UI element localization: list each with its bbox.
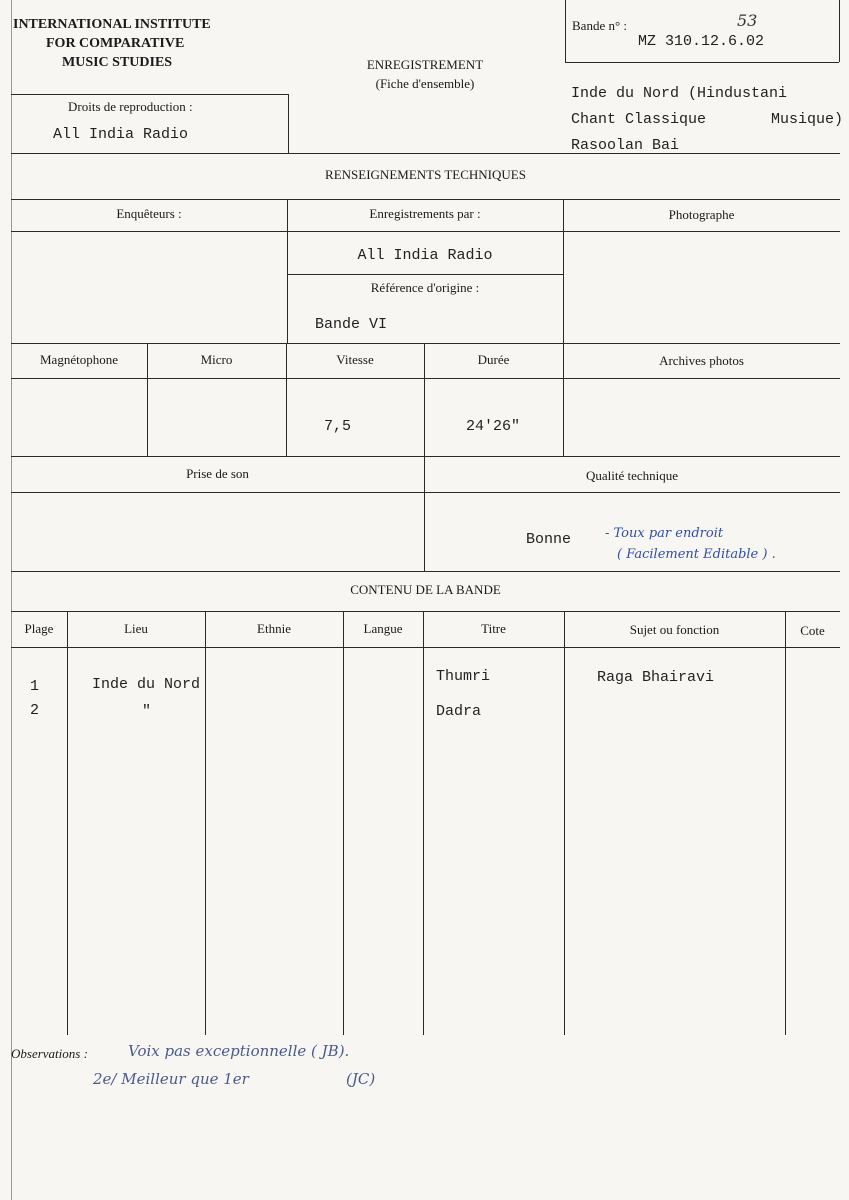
enqueteurs-label: Enquêteurs : (116, 206, 182, 221)
observations-label: Observations : (11, 1046, 88, 1061)
qualite-value: Bonne (526, 531, 572, 548)
vitesse-value: 7,5 (324, 418, 352, 435)
form-title: ENREGISTREMENT (366, 57, 484, 72)
rights-label: Droits de reproduction : (68, 99, 193, 114)
vline-plage (67, 611, 68, 1035)
rule-1 (11, 153, 840, 154)
duree-label: Durée (477, 352, 510, 367)
reference-value: Bande VI (315, 316, 388, 333)
rule-9 (11, 611, 840, 612)
rule-8 (11, 571, 840, 572)
photographe-label: Photographe (668, 207, 735, 222)
vline-sujet (785, 611, 786, 1035)
archives-photos-label: Archives photos (659, 353, 744, 368)
bande-number-handwritten: 53 (737, 11, 758, 30)
bande-label: Bande n° : (572, 18, 628, 33)
rule-2 (11, 199, 840, 200)
row-1-lieu: Inde du Nord (92, 676, 201, 693)
description-line-2a: Chant Classique (571, 111, 707, 128)
micro-label: Micro (200, 352, 233, 367)
description-line-2b: Musique) (771, 111, 844, 128)
reference-label: Référence d'origine : (370, 280, 480, 295)
bande-box-bottom (565, 62, 839, 63)
form-title-block (330, 57, 520, 92)
observations-line-1: Voix pas exceptionnelle ( JB). (128, 1042, 350, 1060)
col-plage: Plage (24, 621, 54, 636)
prise-de-son-label: Prise de son (186, 466, 249, 481)
enregistrements-label: Enregistrements par : (369, 206, 481, 221)
bande-number: MZ 310.12.6.02 (638, 33, 765, 50)
rights-box-right (288, 94, 289, 153)
observations-line-2-initials: (JC) (346, 1070, 376, 1088)
row-1-plage: 1 (30, 678, 40, 695)
row-2-titre: Dadra (436, 703, 482, 720)
rule-4 (11, 343, 840, 344)
rule-6 (11, 456, 840, 457)
form-subtitle: (Fiche d'ensemble) (375, 76, 475, 91)
vline-langue (423, 611, 424, 1035)
magnetophone-label: Magnétophone (40, 352, 118, 367)
col-sujet: Sujet ou fonction (629, 622, 720, 637)
institute-line-2: FOR COMPARATIVE (46, 36, 185, 51)
institute-line-3: MUSIC STUDIES (62, 55, 173, 70)
description-line-1: Inde du Nord (Hindustani (571, 85, 788, 102)
duree-value: 24'26" (466, 418, 521, 435)
description-line-3: Rasoolan Bai (571, 137, 680, 154)
vitesse-label: Vitesse (336, 352, 374, 367)
enregistrements-value: All India Radio (357, 247, 493, 264)
qualite-technique-label: Qualité technique (585, 468, 679, 483)
col-langue: Langue (363, 621, 403, 636)
qualite-note-line-2: ( Facilement Editable ) . (617, 547, 776, 562)
rights-value: All India Radio (53, 126, 189, 143)
rule-5 (11, 378, 840, 379)
observations-line-2: 2e/ Meilleur que 1er (93, 1070, 249, 1088)
vline-ethnie (343, 611, 344, 1035)
vline-titre (564, 611, 565, 1035)
row-1-sujet: Raga Bhairavi (597, 669, 715, 686)
qualite-note-line-1: - Toux par endroit (605, 526, 724, 541)
rule-3 (11, 231, 840, 232)
bande-box-left (565, 0, 566, 62)
institute-name (13, 15, 253, 72)
col-titre: Titre (481, 621, 506, 636)
col-lieu: Lieu (124, 621, 148, 636)
technical-section-title: RENSEIGNEMENTS TECHNIQUES (325, 167, 526, 182)
rule-10 (11, 647, 840, 648)
contents-section-title: CONTENU DE LA BANDE (350, 582, 501, 597)
col-cote: Cote (800, 623, 825, 638)
rule-7 (11, 492, 840, 493)
institute-line-1: INTERNATIONAL INSTITUTE (13, 17, 211, 32)
row-2-plage: 2 (30, 702, 40, 719)
row-2-lieu: " (142, 703, 152, 720)
rule-ref (287, 274, 563, 275)
vline-lieu (205, 611, 206, 1035)
bande-box-right (839, 0, 840, 62)
rights-box-top (11, 94, 288, 95)
row-1-titre: Thumri (436, 668, 491, 685)
col-ethnie: Ethnie (257, 621, 291, 636)
